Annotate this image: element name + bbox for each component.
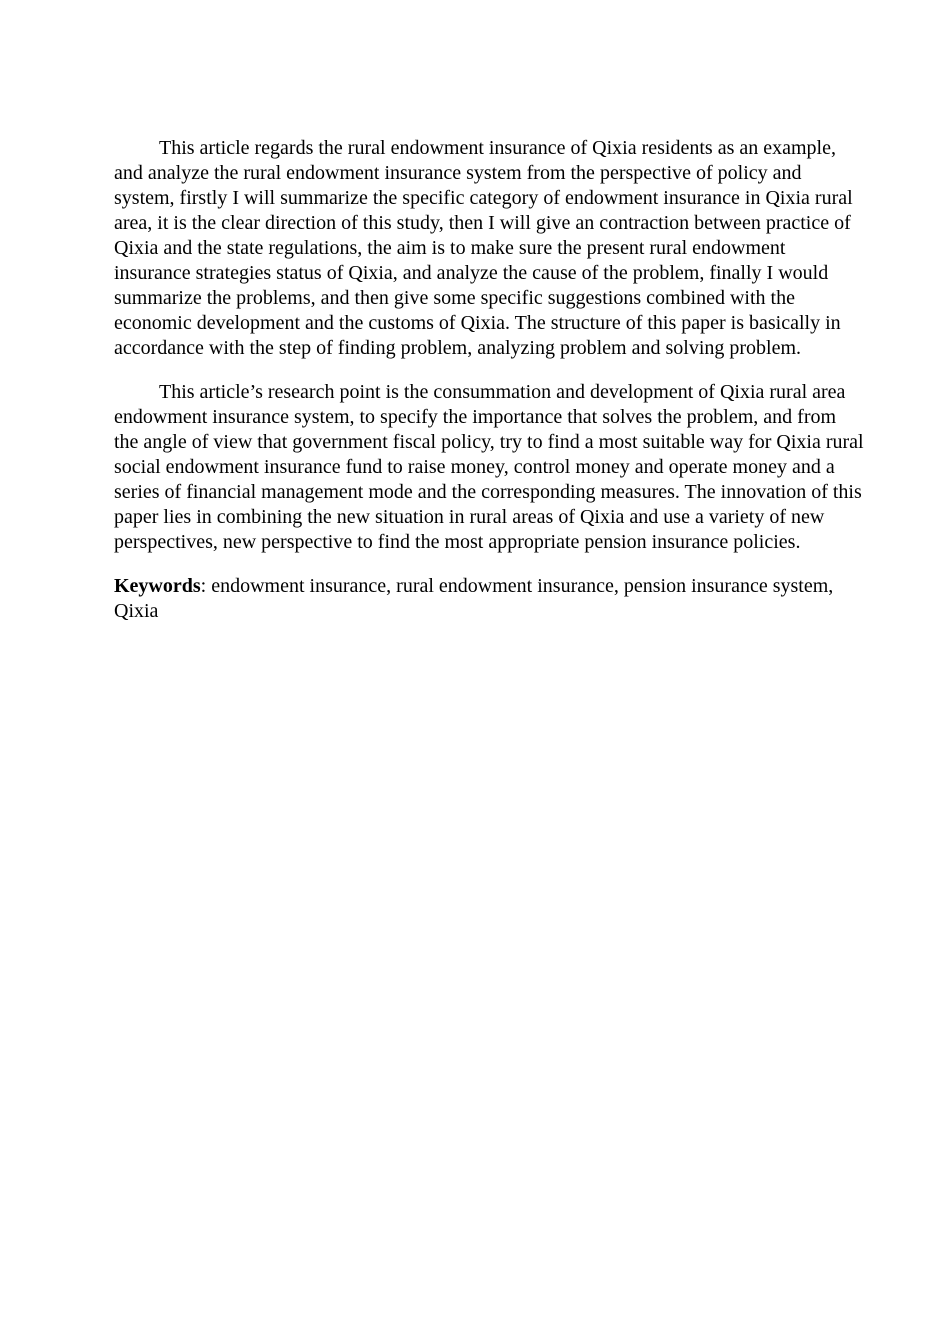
keywords-line xyxy=(114,574,864,624)
abstract-body xyxy=(114,136,864,624)
paragraph-1: This article regards the rural endowment insurance of Qixia residents as an example, and analyze the rural endowment insurance system from the perspective of policy and system, firstly I will summarize the specific category of endowment insurance in Qixia rural area, it is the clear direction of this study, then I will give an contraction between practice of Qixia and the state regulations, the aim is to make sure the present rural endowment insurance strategies status of Qixia, and analyze the cause of the problem, finally I would summarize the problems, and then give some specific suggestions combined with the economic development and the customs of Qixia. The structure of this paper is basically in accordance with the step of finding problem, analyzing problem and solving problem. xyxy=(114,137,853,359)
keywords-text: : endowment insurance, rural endowment insurance, pension insurance system, Qixia xyxy=(114,575,834,622)
keywords-label: Keywords xyxy=(114,575,201,597)
paragraph-2: This article’s research point is the consummation and development of Qixia rural area endowment insurance system, to specify the importance that solves the problem, and from the angle of view that government fiscal policy, try to find a most suitable way for Qixia rural social endowment insurance fund to raise money, control money and operate money and a series of financial management mode and the corresponding measures. The innovation of this paper lies in combining the new situation in rural areas of Qixia and use a variety of new perspectives, new perspective to find the most appropriate pension insurance policies. xyxy=(114,381,864,553)
